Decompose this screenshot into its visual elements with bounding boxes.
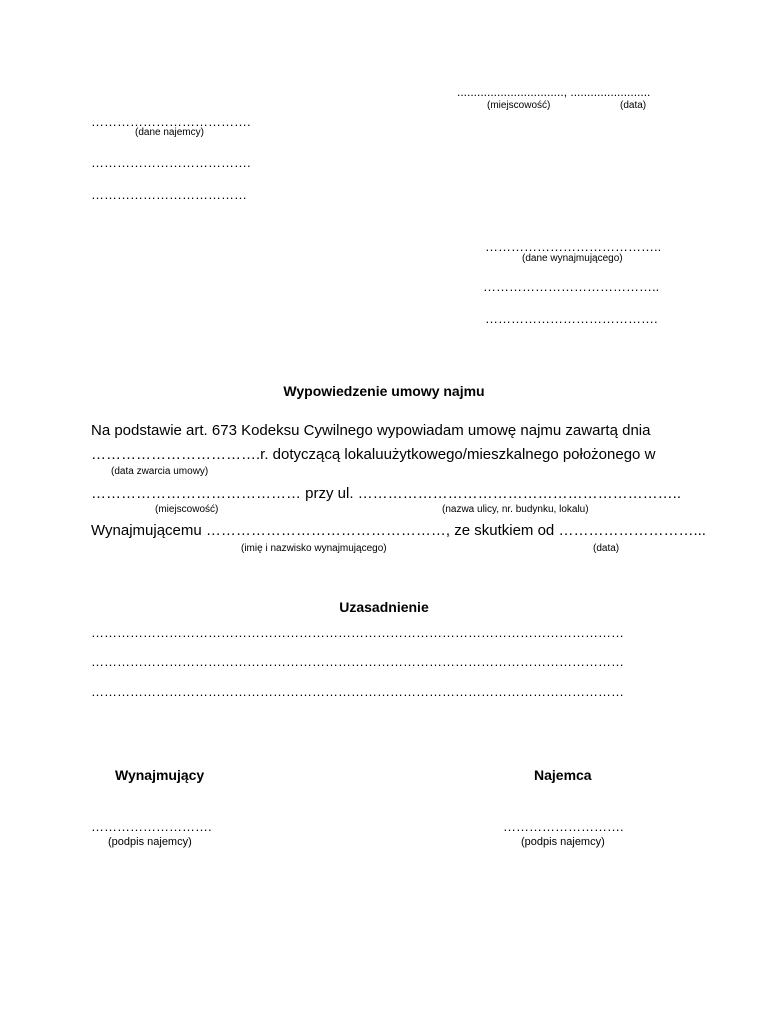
place-date-line: ................................, ........................: [457, 85, 651, 99]
landlord-data-line-3: ………………………………….: [485, 311, 658, 326]
justification-line-1: ……………………………………………………………………………………………………………: [91, 625, 624, 640]
tenant-data-line-3: ………………………………: [91, 187, 247, 202]
justification-line-3: ……………………………………………………………………………………………………………: [91, 684, 624, 699]
body-line-2: …………………………….r. dotyczącą lokaluużytkowego/mieszkalnego położonego w: [91, 446, 656, 463]
tenant-signature-caption: (podpis najemcy): [521, 836, 605, 848]
landlord-data-line-2: …………………………………..: [483, 279, 660, 294]
body-line-4: Wynajmującemu …………………………………………, ze skutkiem od ………………………...: [91, 522, 706, 539]
landlord-data-caption: (dane wynajmującego): [522, 253, 623, 264]
tenant-data-line-1: ……………………………….: [91, 114, 251, 129]
tenant-signature-label: Najemca: [534, 767, 592, 783]
street-caption: (nazwa ulicy, nr. budynku, lokalu): [442, 504, 589, 515]
effective-date-caption: (data): [593, 543, 620, 554]
document-title: Wypowiedzenie umowy najmu: [283, 383, 485, 399]
contract-date-caption: (data zwarcia umowy): [111, 466, 209, 477]
body-line-3: …………………………………… przy ul. ………………………………………………………..: [91, 485, 682, 502]
landlord-name-caption: (imię i nazwisko wynajmującego): [241, 543, 387, 554]
tenant-data-caption: (dane najemcy): [135, 127, 204, 138]
landlord-data-line-1: …………………………………..: [485, 239, 662, 254]
tenant-signature-line: ……………………….: [503, 819, 624, 834]
landlord-signature-line: ……………………….: [91, 819, 212, 834]
body-line-1: Na podstawie art. 673 Kodeksu Cywilnego wypowiadam umowę najmu zawartą dnia: [91, 422, 651, 439]
justification-title: Uzasadnienie: [339, 599, 429, 615]
place-caption: (miejscowość): [487, 100, 551, 111]
landlord-signature-label: Wynajmujący: [115, 767, 205, 783]
tenant-data-line-2: ……………………………….: [91, 155, 251, 170]
justification-line-2: ……………………………………………………………………………………………………………: [91, 654, 624, 669]
landlord-signature-caption: (podpis najemcy): [108, 836, 192, 848]
town-caption: (miejscowość): [155, 504, 219, 515]
date-caption: (data): [620, 100, 647, 111]
